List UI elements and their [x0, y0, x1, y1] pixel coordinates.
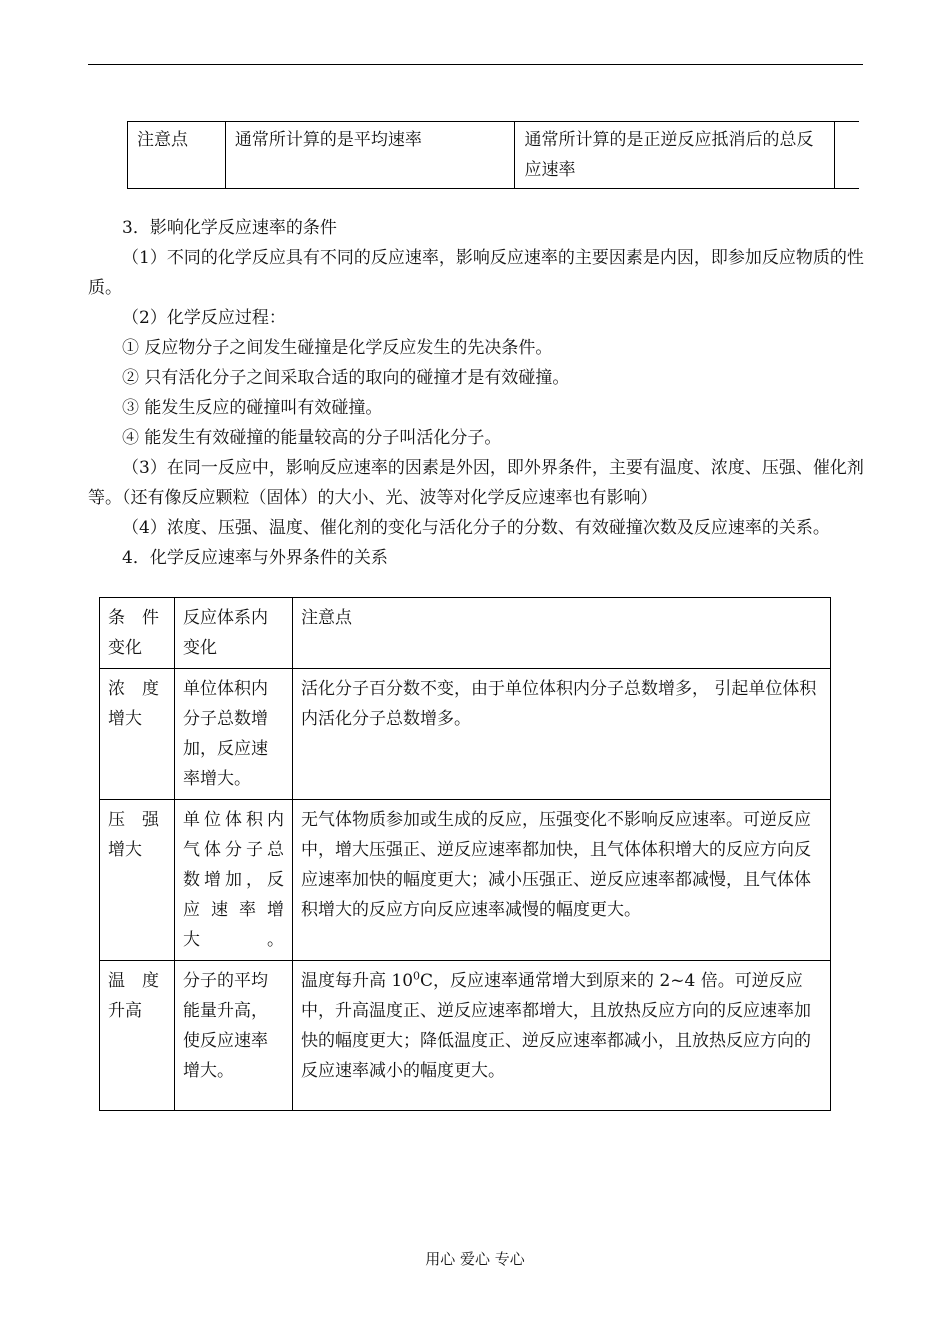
- row-note: 活化分子百分数不变，由于单位体积内分子总数增多， 引起单位体积内活化分子总数增多。: [293, 669, 831, 800]
- table-row: [100, 961, 831, 1111]
- paragraph-1: （1）不同的化学反应具有不同的反应速率，影响反应速率的主要因素是内因，即参加反应物质的性质。: [88, 248, 864, 298]
- row-change: 单位体积内气体分子总数增加，反应速率增大。: [175, 800, 293, 961]
- row-change: 分子的平均能量升高，使反应速率增大。: [175, 961, 293, 1111]
- page-footer: 用心 爱心 专心: [425, 1250, 525, 1268]
- header-condition: 条 件变化: [100, 598, 175, 669]
- row-condition: 温 度升高: [100, 961, 175, 1111]
- degree-superscript: 0: [413, 969, 421, 983]
- cell-net-rate: 通常所计算的是正逆反应抵消后的总反应速率: [515, 122, 835, 189]
- conditions-table: [99, 597, 831, 1111]
- cell-average-rate: 通常所计算的是平均速率: [225, 122, 515, 189]
- row-note: [293, 961, 831, 1111]
- paragraph-4: （4）浓度、压强、温度、催化剂的变化与活化分子的分数、有效碰撞次数及反应速率的关系。: [122, 518, 830, 538]
- header-system-change: 反应体系内变化: [175, 598, 293, 669]
- row-change: 单位体积内分子总数增加，反应速率增大。: [175, 669, 293, 800]
- section-4-heading: 4．化学反应速率与外界条件的关系: [122, 548, 388, 568]
- paragraph-2: （2）化学反应过程：: [122, 308, 286, 328]
- row-condition: 压 强增大: [100, 800, 175, 961]
- list-item: ① 反应物分子之间发生碰撞是化学反应发生的先决条件。: [122, 338, 553, 358]
- paragraph-3: （3）在同一反应中，影响反应速率的因素是外因，即外界条件，主要有温度、浓度、压强、催化剂等。（还有像反应颗粒（固体）的大小、光、波等对化学反应速率也有影响）: [88, 458, 864, 508]
- header-rule: [88, 64, 863, 65]
- table-header-row: [100, 598, 831, 669]
- list-item: ③ 能发生反应的碰撞叫有效碰撞。: [122, 398, 383, 418]
- table-row: [100, 800, 831, 961]
- row-condition: 浓 度增大: [100, 669, 175, 800]
- list-item: ② 只有活化分子之间采取合适的取向的碰撞才是有效碰撞。: [122, 368, 570, 388]
- cell-empty: [835, 122, 860, 189]
- row-label: 注意点: [128, 122, 226, 189]
- list-item: ④ 能发生有效碰撞的能量较高的分子叫活化分子。: [122, 428, 502, 448]
- table-row: [128, 122, 860, 189]
- speed-comparison-table: [127, 121, 859, 189]
- header-notes: 注意点: [293, 598, 831, 669]
- row-note: 无气体物质参加或生成的反应，压强变化不影响反应速率。可逆反应中，增大压强正、逆反应速率都加快，且气体体积增大的反应方向反应速率加快的幅度更大；减小压强正、逆反应速率都减慢，且气体体积增大的反应方向反应速率减慢的幅度更大。: [293, 800, 831, 961]
- note-text-post: C，反应速率通常增大到原来的 2~4 倍。可逆反应中，升高温度正、逆反应速率都增大，且放热反应方向的反应速率加快的幅度更大；降低温度正、逆反应速率都减小，且放热反应方向的反应速率减小的幅度更大。: [301, 971, 811, 1081]
- table-row: [100, 669, 831, 800]
- section-3-heading: 3．影响化学反应速率的条件: [122, 218, 337, 238]
- note-text-pre: 温度每升高 10: [301, 971, 414, 991]
